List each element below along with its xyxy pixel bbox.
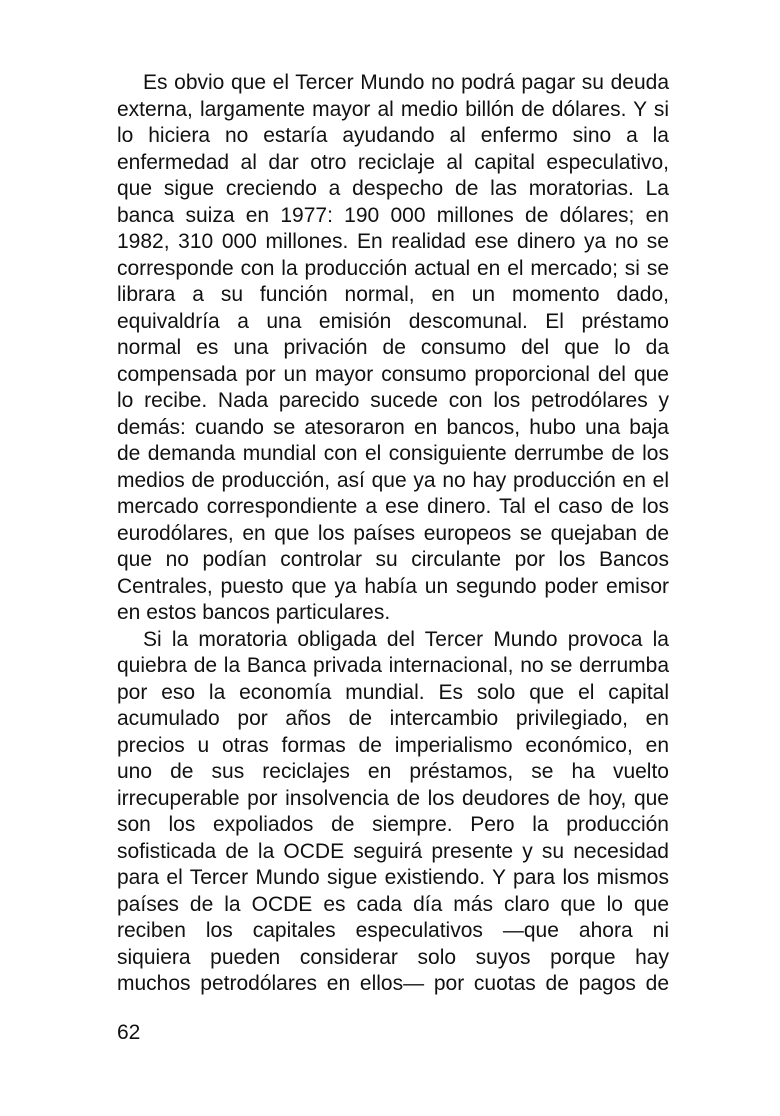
text-line: equivaldría a una emisión descomunal. El préstamo [117,309,669,333]
text-line: sofisticada de la OCDE seguirá presente y su necesidad [117,839,669,863]
text-line: irrecuperable por insolvencia de los deudores de hoy, que [117,786,669,810]
text-line: de demanda mundial con el consiguiente derrumbe de los [117,442,669,465]
text-line: para el Tercer Mundo sigue existiendo. Y para los mismos [117,866,669,889]
text-line: en estos bancos particulares. [117,601,391,624]
text-line: lo recibe. Nada parecido sucede con los petrodólares y [117,389,669,412]
text-line: 1982, 310 000 millones. En realidad ese dinero ya no se [117,230,669,253]
text-line: acumulado por años de intercambio privilegiado, en [117,707,669,730]
text-line: corresponde con la producción actual en el mercado; si se [117,256,669,280]
text-line: medios de producción, así que ya no hay producción en el [117,468,669,492]
text-line: por eso la economía mundial. Es solo que el capital [117,680,669,704]
text-line: banca suiza en 1977: 190 000 millones de dólares; en [117,203,669,227]
text-line: Si la moratoria obligada del Tercer Mundo provoca la [143,627,669,651]
text-line: eurodólares, en que los países europeos se quejaban de [117,521,669,545]
text-line: demás: cuando se atesoraron en bancos, hubo una baja [117,415,669,439]
text-line: librara a su función normal, en un momento dado, [117,283,669,306]
text-line: que no podían controlar su circulante por los Bancos [117,548,669,571]
text-line: uno de sus reciclajes en préstamos, se ha vuelto [117,760,669,783]
text-line: que sigue creciendo a despecho de las moratorias. La [117,177,669,200]
text-line: países de la OCDE es cada día más claro que lo que [117,892,669,916]
text-line: Centrales, puesto que ya había un segundo poder emisor [117,574,669,598]
text-line: precios u otras formas de imperialismo económico, en [117,733,669,757]
text-line: Es obvio que el Tercer Mundo no podrá pagar su deuda [143,71,669,94]
paragraph [117,627,669,998]
text-line: externa, largamente mayor al medio billón de dólares. Y si [117,97,669,121]
page-number: 62 [117,1021,141,1044]
text-line: siquiera pueden considerar solo suyos porque hay [117,945,669,969]
text-line: compensada por un mayor consumo proporcional del que [117,362,669,386]
body-text [117,70,669,998]
text-line: lo hiciera no estaría ayudando al enfermo sino a la [117,124,669,147]
paragraph [117,70,669,627]
text-line: normal es una privación de consumo del que lo da [117,336,669,359]
text-line: mercado correspondiente a ese dinero. Tal el caso de los [117,495,669,518]
text-line: son los expoliados de siempre. Pero la producción [117,813,669,836]
text-line: quiebra de la Banca privada internacional, no se derrumba [117,654,669,677]
text-line: muchos petrodólares en ellos— por cuotas de pagos de [117,972,669,995]
text-line: enfermedad al dar otro reciclaje al capital especulativo, [117,150,669,174]
text-line: reciben los capitales especulativos —que ahora ni [117,919,669,942]
